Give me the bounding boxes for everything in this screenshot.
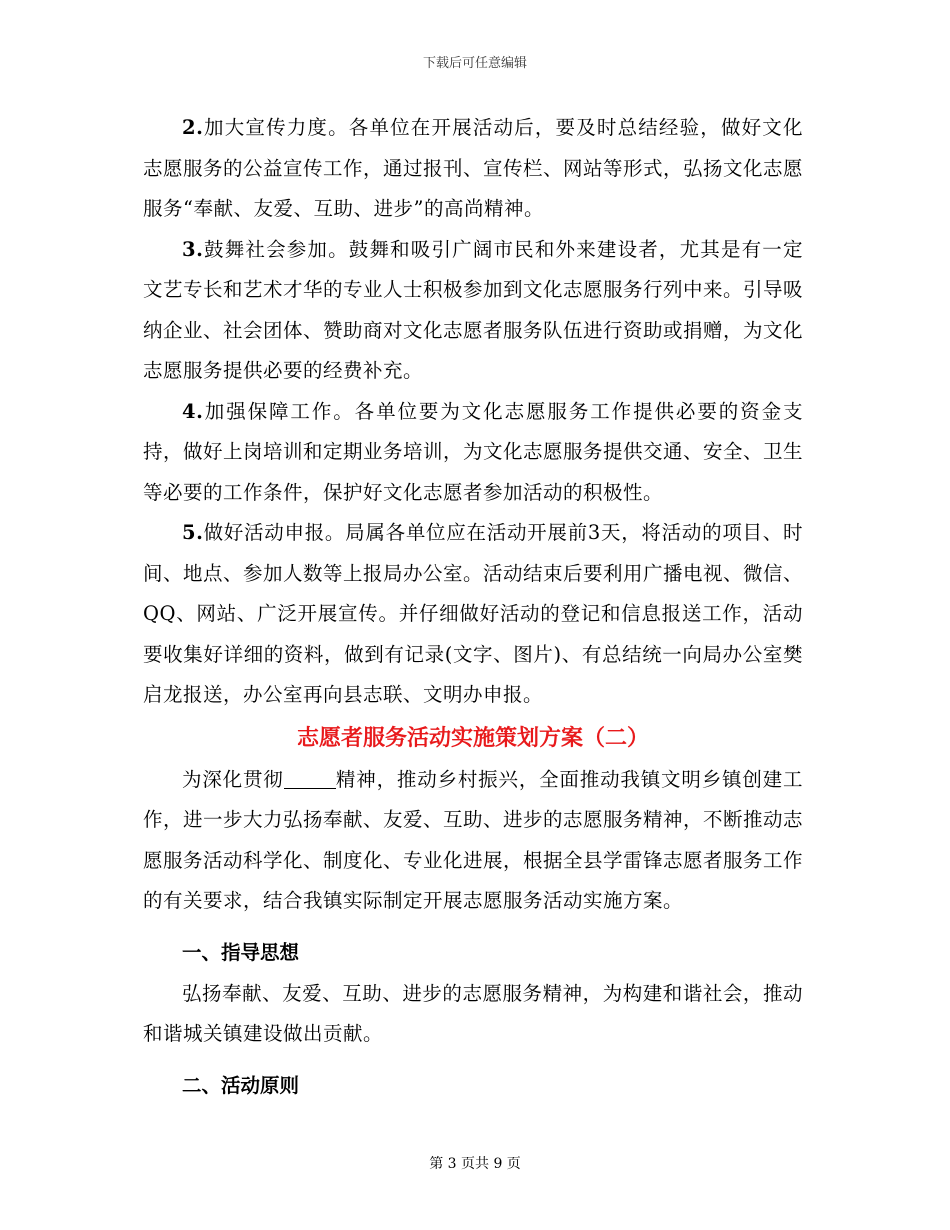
item-text: 做好活动申报。局属各单位应在活动开展前3天，将活动的项目、时间、地点、参加人数等上报局办公室。活动结束后要利用广播电视、微信、QQ、网站、广泛开展宣传。并仔细做好活动的登记和信息报送工作，活动要收集好详细的资料，做到有记录(文字、图片)、有总结统一向局办公室樊启龙报送，办公室再向县志联、文明办申报。 (143, 521, 804, 706)
intro-text-before: 为深化贯彻 (182, 767, 284, 791)
item-number: 3. (182, 237, 204, 261)
section-title: 志愿者服务活动实施策划方案（二） (296, 724, 649, 751)
page-header: 下载后可任意编辑 (422, 56, 527, 71)
list-item (143, 230, 803, 392)
item-number: 5. (182, 521, 204, 544)
guiding-ideology-paragraph: 弘扬奉献、友爱、互助、进步的志愿服务精神，为构建和谐社会，推动和谐城关镇建设做出贡献。 (143, 981, 803, 1045)
list-item (143, 513, 803, 716)
page-footer: 第 3 页共 9 页 (429, 1156, 521, 1172)
item-number: 2. (182, 116, 204, 139)
item-text: 鼓舞社会参加。鼓舞和吸引广阔市民和外来建设者，尤其是有一定文艺专长和艺术才华的专业人士积极参加到文化志愿服务行列中来。引导吸纳企业、社会团体、赞助商对文化志愿者服务队伍进行资助或捐赠，为文化志愿服务提供必要的经费补充。 (143, 237, 804, 382)
document-body (143, 108, 803, 1107)
list-item (143, 392, 803, 514)
item-number: 4. (182, 399, 204, 423)
fill-in-blank (284, 768, 336, 789)
intro-paragraph (143, 760, 803, 922)
item-text: 加大宣传力度。各单位在开展活动后，要及时总结经验，做好文化志愿服务的公益宣传工作，通过报刊、宣传栏、网站等形式，弘扬文化志愿服务“奉献、友爱、互助、进步”的高尚精神。 (143, 116, 804, 220)
heading-guiding-ideology: 一、指导思想 (182, 940, 300, 964)
intro-text-after: 精神，推动乡村振兴，全面推动我镇文明乡镇创建工作，进一步大力弘扬奉献、友爱、互助、进步的志愿服务精神，不断推动志愿服务活动科学化、制度化、专业化进展，根据全县学雷锋志愿者服务工作的有关要求，结合我镇实际制定开展志愿服务活动实施方案。 (143, 767, 804, 912)
list-item (143, 108, 803, 230)
item-text: 加强保障工作。各单位要为文化志愿服务工作提供必要的资金支持，做好上岗培训和定期业务培训，为文化志愿服务提供交通、安全、卫生等必要的工作条件，保护好文化志愿者参加活动的积极性。 (143, 399, 804, 504)
heading-activity-principles: 二、活动原则 (182, 1073, 300, 1097)
